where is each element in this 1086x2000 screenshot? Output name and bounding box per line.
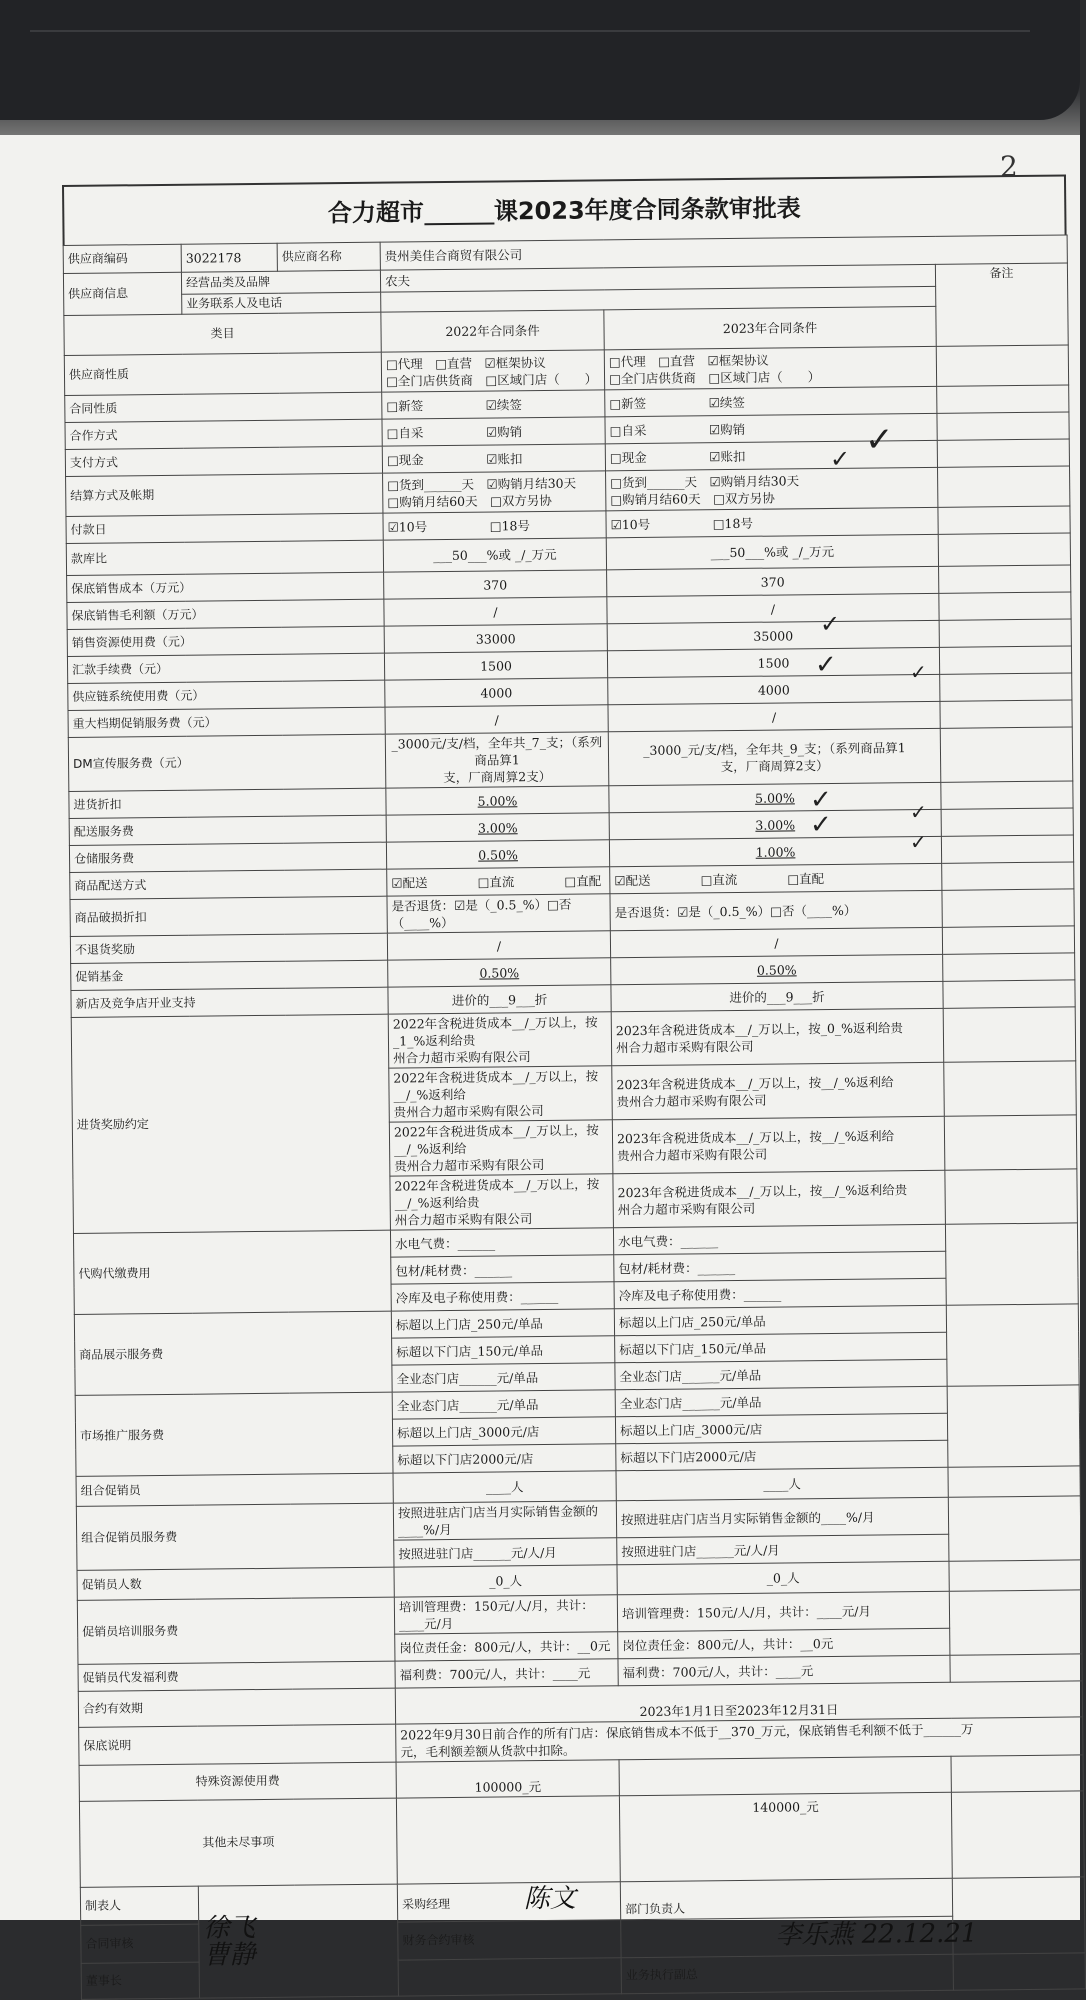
cell-2023: 包材/耗材费：______ [614, 1251, 946, 1281]
check-mark: ✓ [810, 810, 832, 840]
cell-2023: 140000_元 [619, 1792, 952, 1881]
remark-cell [948, 1466, 1080, 1497]
cell-2022: 全业态门店______元/单品 [392, 1390, 615, 1419]
supplier-name: 贵州美佳合商贸有限公司 [380, 235, 1067, 270]
cell-2023: ___50___%或 _/_万元 [606, 534, 938, 569]
cell-2022: 4000 [385, 678, 608, 707]
row-label: 合约有效期 [78, 1688, 395, 1727]
finance-label: 财务合约审核 [398, 1920, 621, 1960]
cell-2022: □货到______天 ☑购销月结30天 □购销月结60天 □双方另协 [383, 471, 606, 513]
cell-2023: 5.00% [609, 782, 941, 812]
row-label: 合同性质 [65, 392, 382, 422]
cell-2022: 1500 [384, 651, 607, 680]
reward-label: 进货奖励约定 [71, 1014, 390, 1233]
remark-cell [938, 533, 1070, 566]
row-label: 保底销售成本（万元） [67, 572, 384, 602]
cell-2022: 按照进驻店门店当月实际销售金额的____%/月 [393, 1501, 616, 1540]
cell-2022: 0.50% [388, 958, 611, 987]
remark-cell [939, 646, 1071, 674]
remark-cell [946, 1304, 1079, 1386]
row-label: 其他未尽事项 [79, 1798, 397, 1887]
combo-fee-label: 组合促销员服务费 [76, 1503, 394, 1570]
cell-2023: 按照进驻门店______元/人/月 [617, 1534, 949, 1564]
cell-2022 [396, 1796, 620, 1884]
remark-cell [945, 1223, 1078, 1305]
cell-2023: 福利费：700元/人，共计：____元 [618, 1655, 950, 1685]
check-mark: ✓ [810, 785, 832, 815]
supplier-name-label: 供应商名称 [277, 242, 380, 271]
row-label: 不退货奖励 [70, 933, 387, 963]
row-label: 促销基金 [71, 960, 388, 990]
cell-2022: 水电气费：______ [390, 1228, 613, 1257]
desk-background [0, 0, 1080, 150]
validity-value: 2023年1月1日至2023年12月31日 [395, 1681, 1082, 1724]
row-label: 新店及竞争店开业支持 [71, 987, 388, 1017]
cell-2022: 标超以上门店_250元/单品 [391, 1309, 614, 1338]
cell-2023: 岗位责任金：800元/人，共计：__0元 [618, 1628, 950, 1658]
cell-2022: □自采 ☑购销 [382, 417, 605, 446]
cell-2022: 5.00% [386, 786, 609, 815]
remark-cell [939, 592, 1071, 620]
market-label: 市场推广服务费 [75, 1392, 393, 1476]
cell-2023: ____人 [616, 1467, 948, 1500]
check-mark: ✓ [865, 420, 894, 460]
col-2022-header: 2022年合同条件 [381, 310, 604, 352]
row-label: 进货折扣 [69, 788, 386, 818]
contact-label: 业务联系人及电话 [182, 292, 381, 314]
cell-2022: / [384, 597, 607, 626]
exec-value [953, 1953, 1085, 1990]
check-mark: ✓ [815, 650, 837, 680]
cell-2022: 标超以上门店_3000元/店 [392, 1417, 615, 1446]
chair-label: 董事长 [81, 1962, 199, 1999]
cell-2023: / [608, 701, 940, 731]
row-label: DM宣传服务费（元） [68, 734, 386, 791]
remark-cell [945, 1169, 1078, 1224]
remark-cell [937, 385, 1069, 413]
reward-2022-3: 2022年含税进货成本__/_万以上，按__/_%返利给 贵州合力超市采购有限公司 [389, 1120, 613, 1176]
remark-cell [950, 1654, 1082, 1682]
dept-label: 部门负责人 [620, 1878, 952, 1919]
cell-2023: □自采 ☑购销 [605, 413, 937, 443]
reward-2023-1: 2023年含税进货成本__/_万以上，按_0_%返利给贵 州合力超市采购有限公司 [611, 1008, 944, 1065]
check-mark: ✓ [820, 610, 841, 638]
cell-2023: 是否退货：☑是（_0.5_%）□否（____%） [610, 890, 942, 930]
cell-2022: 标超以下门店2000元/店 [393, 1444, 616, 1473]
cell-2022: 370 [384, 570, 607, 599]
row-label: 供应商性质 [64, 352, 381, 395]
cell-2023: 标超以下门店2000元/店 [616, 1440, 948, 1470]
remark-cell [938, 506, 1070, 534]
cell-2022: 岗位责任金：800元/人，共计：__0元 [395, 1632, 618, 1661]
remark-cell [942, 926, 1074, 954]
row-label: 商品破损折扣 [70, 896, 387, 936]
check-mark: ✓ [910, 660, 927, 684]
row-label: 重大档期促销服务费（元） [68, 707, 385, 737]
cell-2022: 福利费：700元/人，共计：____元 [395, 1659, 618, 1688]
purchase-cell: 采购经理 陈文 [397, 1882, 620, 1922]
supplier-code-label: 供应商编码 [63, 244, 181, 273]
reward-2022-4: 2022年含税进货成本__/_万以上，按__/_%返利给贵 州合力超市采购有限公司 [390, 1174, 614, 1230]
approval-form [62, 174, 1085, 1999]
cell-2023: ☑配送 □直流 □直配 [610, 863, 942, 893]
cell-2023: □新签 ☑续签 [605, 386, 937, 416]
cell-2022: 冷库及电子称使用费：______ [391, 1282, 614, 1311]
cell-2023: 进价的___9___折 [611, 981, 943, 1011]
cell-2022: _0_人 [394, 1565, 617, 1597]
display-label: 商品展示服务费 [74, 1311, 392, 1395]
cell-2022: 0.50% [386, 840, 609, 869]
reward-2022-2: 2022年含税进货成本__/_万以上，按__/_%返利给 贵州合力超市采购有限公司 [389, 1066, 613, 1122]
review-label: 合同审核 [81, 1924, 199, 1963]
remark-cell [936, 345, 1068, 386]
cell-2023: □现金 ☑账扣 [605, 440, 937, 470]
brand-label: 经营品类及品牌 [181, 270, 380, 294]
row-label: 配送服务费 [69, 815, 386, 845]
row-label: 汇款手续费（元） [67, 653, 384, 683]
reward-2022-1: 2022年含税进货成本__/_万以上，按_1_%返利给贵 州合力超市采购有限公司 [388, 1012, 612, 1068]
cell-2022: _3000元/支/档，全年共_7_支；（系列商品算1 支，厂商周算2支） [385, 732, 609, 788]
cell-2022: 全业态门店______元/单品 [392, 1363, 615, 1392]
cell-2023: 4000 [608, 674, 940, 704]
approval-table [63, 234, 1086, 1999]
chair-value [398, 1958, 621, 1996]
remark-cell [937, 439, 1069, 467]
cell-2023: 35000 [607, 620, 939, 650]
cell-2023: 370 [607, 566, 939, 596]
cell-2023: 3.00% [609, 809, 941, 839]
row-label: 保底销售毛利额（万元） [67, 599, 384, 629]
remark-cell [941, 835, 1073, 863]
remark-cell [940, 700, 1072, 728]
cell-2022: ____人 [393, 1471, 616, 1503]
row-label: 商品配送方式 [70, 869, 387, 899]
cell-2022: ☑10号 □18号 [383, 511, 606, 540]
cell-2023: 水电气费：______ [613, 1224, 945, 1254]
keyboard [0, 0, 1080, 120]
page-number: 2 [1000, 150, 1018, 183]
review-signature: 曹静 [203, 1939, 256, 1971]
check-mark: ✓ [910, 830, 927, 854]
remark-cell [939, 565, 1071, 593]
row-label: 合作方式 [65, 419, 382, 449]
remark-cell [951, 1791, 1084, 1878]
cell-2023: 1.00% [609, 836, 941, 866]
cell-2022: □代理 □直营 ☑框架协议 □全门店供货商 □区域门店（ ） [381, 350, 604, 392]
row-label: 保底说明 [79, 1724, 396, 1765]
cell-2023: 标超以上门店_250元/单品 [614, 1305, 946, 1335]
reward-2023-4: 2023年含税进货成本__/_万以上，按__/_%返利给贵 州合力超市采购有限公司 [613, 1170, 946, 1227]
agency-label: 代购代缴费用 [73, 1230, 391, 1314]
cell-2023: / [607, 593, 939, 623]
reward-2023-3: 2023年含税进货成本__/_万以上，按__/_%返利给 贵州合力超市采购有限公司 [612, 1116, 945, 1173]
reward-2023-2: 2023年含税进货成本__/_万以上，按__/_%返利给 贵州合力超市采购有限公司 [612, 1062, 945, 1119]
remark-cell [948, 1496, 1081, 1561]
row-label: 特殊资源使用费 [79, 1762, 396, 1801]
cell-2022: □现金 ☑账扣 [382, 444, 605, 473]
row-label: 组合促销员 [76, 1473, 393, 1506]
category-label: 类目 [64, 312, 381, 355]
row-label: 付款日 [66, 513, 383, 543]
row-label: 仓储服务费 [69, 842, 386, 872]
cell-2022: □新签 ☑续签 [382, 390, 605, 419]
remark-label: 备注 [935, 263, 1068, 346]
remark-cell [940, 673, 1072, 701]
title-blank [424, 200, 494, 225]
cell-2023: 全业态门店______元/单品 [615, 1359, 947, 1389]
remark-cell [941, 781, 1073, 809]
supplier-code: 3022178 [181, 243, 277, 272]
remark-cell [941, 808, 1073, 836]
remark-cell [942, 862, 1074, 890]
maker-label: 制表人 [80, 1886, 198, 1925]
remark-cell [939, 619, 1071, 647]
left-signature-cell [198, 1884, 398, 1998]
cell-2022: ___50___%或 _/_万元 [383, 538, 606, 572]
remark-cell [949, 1560, 1081, 1591]
remark-cell [940, 727, 1073, 782]
exec-label: 业务执行副总 [621, 1954, 953, 1993]
cell-2023: 按照进驻店门店当月实际销售金额的____%/月 [616, 1497, 948, 1537]
cell-2023: 标超以上门店_3000元/店 [615, 1413, 947, 1443]
cell-2022: ☑配送 □直流 □直配 [387, 867, 610, 896]
maker-signature: 徐飞 [203, 1912, 256, 1944]
cell-2022: / [385, 705, 608, 734]
cell-2022: / [387, 931, 610, 960]
cell-2023: 标超以下门店_150元/单品 [615, 1332, 947, 1362]
remark-cell [943, 1007, 1076, 1062]
purchase-signature: 陈文 [523, 1883, 576, 1915]
cell-2022: 包材/耗材费：______ [391, 1255, 614, 1284]
cell-2023: 培训管理费：150元/人/月，共计：____元/月 [617, 1591, 949, 1631]
row-label: 款库比 [66, 540, 383, 575]
row-label: 供应链系统使用费（元） [68, 680, 385, 710]
dept-value [621, 1916, 978, 1957]
remark-cell [942, 889, 1074, 927]
remark-cell [944, 1061, 1077, 1116]
remark-cell [943, 980, 1075, 1008]
row-label: 销售资源使用费（元） [67, 626, 384, 656]
row-label: 促销员代发福利费 [78, 1661, 395, 1691]
cell-2023 [619, 1756, 951, 1795]
supplier-info-label: 供应商信息 [63, 272, 181, 315]
cell-2023: □货到______天 ☑购销月结30天 □购销月结60天 □双方另协 [606, 467, 938, 510]
cell-2022: 培训管理费：150元/人/月，共计：____元/月 [394, 1595, 617, 1634]
cell-2023: 全业态门店______元/单品 [615, 1386, 947, 1416]
guarantee-value: 2022年9月30日前合作的所有门店：保底销售成本不低于__370_万元，保底销售毛利额不低于______万 元，毛利额差额从货款中扣除。 [396, 1717, 1083, 1762]
remark-cell [938, 466, 1070, 507]
remark-cell [937, 412, 1069, 440]
remark-cell [943, 953, 1075, 981]
cell-2022: 按照进驻门店______元/人/月 [394, 1538, 617, 1567]
cell-2023: □代理 □直营 ☑框架协议 □全门店供货商 □区域门店（ ） [604, 346, 936, 389]
remark-cell [944, 1115, 1077, 1170]
cell-2023: ☑10号 □18号 [606, 507, 938, 537]
check-mark: ✓ [910, 800, 927, 824]
form-title: 合力超市 课2023年度合同条款审批表 [62, 174, 1067, 245]
cell-2023: 冷库及电子称使用费：______ [614, 1278, 946, 1308]
col-2023-header: 2023年合同条件 [604, 306, 936, 349]
cell-2023: _3000_元/支/档，全年共_9_支；（系列商品算1 支，厂商周算2支） [608, 728, 941, 785]
cell-2022: 进价的___9___折 [388, 985, 611, 1014]
dept-signature: 李乐燕 22.12.21 [775, 1918, 978, 1951]
cell-2022: 33000 [384, 624, 607, 653]
training-label: 促销员培训服务费 [77, 1597, 395, 1664]
cell-2022: 是否退货：☑是（_0.5_%）□否（____%） [387, 894, 610, 933]
remark-cell [951, 1755, 1083, 1792]
cell-2022: 标超以下门店_150元/单品 [392, 1336, 615, 1365]
cell-2023: / [610, 927, 942, 957]
remark-cell [949, 1590, 1082, 1655]
cell-2023: 0.50% [611, 954, 943, 984]
cell-2023: _0_人 [617, 1561, 949, 1594]
row-label: 结算方式及帐期 [66, 473, 383, 516]
cell-2022: 100000_元 [396, 1760, 619, 1798]
row-label: 促销员人数 [77, 1567, 394, 1600]
remark-cell [947, 1385, 1080, 1467]
cell-2022: 3.00% [386, 813, 609, 842]
cell-2023: 1500 [607, 647, 939, 677]
brand: 农夫 [380, 264, 935, 292]
check-mark: ✓ [830, 445, 851, 473]
row-label: 支付方式 [65, 446, 382, 476]
